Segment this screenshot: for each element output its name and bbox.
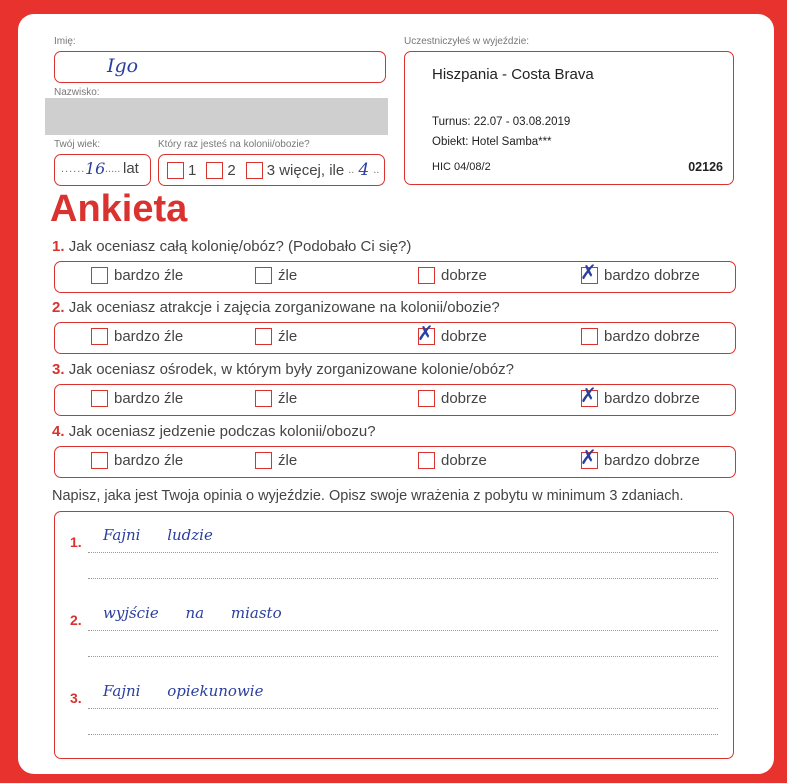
rating-label: bardzo źle — [114, 328, 184, 345]
times-count: 4 — [358, 160, 370, 180]
rating-checkbox[interactable] — [91, 390, 108, 407]
age-field[interactable] — [54, 154, 151, 186]
times-3-checkbox[interactable] — [246, 162, 263, 179]
rating-option[interactable] — [581, 328, 700, 345]
rating-label: bardzo źle — [114, 452, 184, 469]
question-number: 2. — [52, 299, 65, 316]
survey-sheet — [18, 14, 774, 774]
rating-checkbox[interactable] — [580, 260, 598, 284]
times-3-label: 3 więcej, ile — [266, 161, 345, 179]
trip-box — [404, 51, 734, 185]
question-1-text — [52, 238, 411, 255]
writing-line — [88, 630, 718, 631]
rating-option[interactable] — [580, 383, 700, 407]
rating-option[interactable] — [580, 260, 700, 284]
times-field — [158, 154, 385, 186]
answer-text: Fajni opiekunowie — [103, 682, 264, 700]
question-4-options — [54, 446, 736, 478]
rating-label: źle — [278, 390, 298, 407]
rating-checkbox[interactable] — [418, 267, 435, 284]
rating-label: bardzo dobrze — [604, 390, 700, 407]
rating-label: bardzo dobrze — [604, 452, 700, 469]
rating-label: bardzo źle — [114, 267, 184, 284]
rating-label: dobrze — [441, 390, 487, 407]
rating-checkbox[interactable] — [255, 267, 272, 284]
rating-label: źle — [278, 328, 298, 345]
rating-option[interactable] — [417, 321, 487, 345]
rating-label: źle — [278, 267, 298, 284]
answer-number: 1. — [70, 534, 82, 550]
check-mark-icon: ✗ — [580, 383, 597, 407]
writing-line — [88, 552, 718, 553]
question-1-options — [54, 261, 736, 293]
rating-label: bardzo dobrze — [604, 328, 700, 345]
rating-checkbox[interactable] — [91, 328, 108, 345]
rating-checkbox[interactable] — [255, 390, 272, 407]
name-value: Igo — [107, 55, 139, 77]
check-mark-icon: ✗ — [580, 445, 597, 469]
trip-label: Uczestniczyłeś w wyjeździe: — [404, 36, 530, 47]
rating-checkbox[interactable] — [418, 452, 435, 469]
trip-code: HIC 04/08/2 — [432, 161, 491, 173]
answer-text: wyjście na miasto — [103, 604, 282, 622]
question-2-text — [52, 299, 500, 316]
rating-checkbox[interactable] — [580, 383, 598, 407]
age-label: Twój wiek: — [54, 139, 101, 150]
rating-checkbox[interactable] — [255, 328, 272, 345]
rating-checkbox[interactable] — [91, 452, 108, 469]
rating-option[interactable] — [418, 267, 487, 284]
question-3-text — [52, 361, 514, 378]
rating-option[interactable] — [91, 452, 183, 469]
rating-label: bardzo dobrze — [604, 267, 700, 284]
question-number: 4. — [52, 423, 65, 440]
rating-option[interactable] — [255, 390, 297, 407]
times-label: Który raz jesteś na kolonii/obozie? — [158, 139, 310, 150]
page-title: Ankieta — [50, 188, 188, 230]
rating-option[interactable] — [418, 452, 487, 469]
trip-turnus: Turnus: 22.07 - 03.08.2019 — [432, 116, 571, 128]
name-field[interactable] — [54, 51, 386, 83]
rating-checkbox[interactable] — [418, 390, 435, 407]
trip-number: 02126 — [688, 160, 723, 174]
writing-line — [88, 708, 718, 709]
rating-label: dobrze — [441, 452, 487, 469]
times-dots: .. — [348, 164, 355, 176]
check-mark-icon: ✗ — [417, 321, 434, 345]
question-label: Jak oceniasz jedzenie podczas kolonii/obozu? — [68, 423, 376, 440]
rating-label: dobrze — [441, 267, 487, 284]
question-3-options — [54, 384, 736, 416]
rating-option[interactable] — [580, 445, 700, 469]
times-dots-2: .. — [373, 164, 380, 176]
age-dots: ...... — [61, 163, 86, 175]
rating-checkbox[interactable] — [255, 452, 272, 469]
question-label: Jak oceniasz całą kolonię/obóz? (Podobało Ci się?) — [68, 238, 412, 255]
rating-label: bardzo źle — [114, 390, 184, 407]
rating-option[interactable] — [255, 328, 297, 345]
times-1-checkbox[interactable] — [167, 162, 184, 179]
age-unit: lat — [123, 160, 139, 177]
rating-option[interactable] — [91, 328, 183, 345]
question-number: 1. — [52, 238, 65, 255]
writing-line — [88, 578, 718, 579]
writing-line — [88, 656, 718, 657]
answer-number: 3. — [70, 690, 82, 706]
trip-obiekt: Obiekt: Hotel Samba*** — [432, 136, 552, 148]
name-label: Imię: — [54, 36, 76, 47]
rating-checkbox[interactable] — [417, 321, 435, 345]
rating-checkbox[interactable] — [581, 328, 598, 345]
question-number: 3. — [52, 361, 65, 378]
check-mark-icon: ✗ — [580, 260, 597, 284]
question-label: Jak oceniasz ośrodek, w którym były zorganizowane kolonie/obóz? — [68, 361, 514, 378]
writing-line — [88, 734, 718, 735]
rating-option[interactable] — [255, 452, 297, 469]
surname-redacted — [45, 98, 388, 135]
rating-checkbox[interactable] — [91, 267, 108, 284]
question-2-options — [54, 322, 736, 354]
answer-text: Fajni ludzie — [103, 526, 213, 544]
times-2-label: 2 — [227, 161, 236, 179]
answer-number: 2. — [70, 612, 82, 628]
rating-option[interactable] — [255, 267, 297, 284]
times-1-label: 1 — [188, 161, 197, 179]
rating-label: źle — [278, 452, 298, 469]
question-4-text — [52, 423, 376, 440]
times-2-checkbox[interactable] — [206, 162, 223, 179]
opinion-box[interactable] — [54, 511, 734, 759]
question-label: Jak oceniasz atrakcje i zajęcia zorganizowane na kolonii/obozie? — [68, 299, 500, 316]
rating-option[interactable] — [418, 390, 487, 407]
trip-destination: Hiszpania - Costa Brava — [432, 66, 594, 83]
surname-label: Nazwisko: — [54, 87, 100, 98]
times-options — [167, 160, 379, 180]
age-value: 16 — [85, 159, 106, 178]
age-dots-2: ..... — [105, 163, 121, 175]
rating-option[interactable] — [91, 267, 183, 284]
rating-option[interactable] — [91, 390, 183, 407]
rating-checkbox[interactable] — [580, 445, 598, 469]
rating-label: dobrze — [441, 328, 487, 345]
opinion-prompt: Napisz, jaka jest Twoja opinia o wyjeździe. Opisz swoje wrażenia z pobytu w minimum 3 zdaniach. — [52, 488, 684, 504]
